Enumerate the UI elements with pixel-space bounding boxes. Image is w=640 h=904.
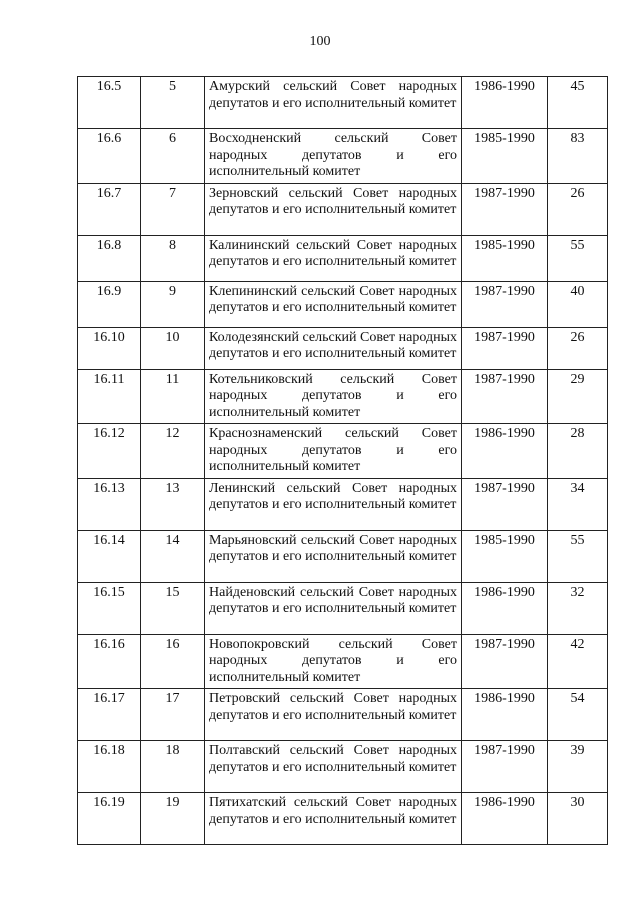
record-number: 16.16 [78, 634, 141, 689]
record-number: 16.7 [78, 183, 141, 235]
date-range: 1986-1990 [462, 689, 548, 741]
date-range: 1986-1990 [462, 424, 548, 479]
record-number: 16.9 [78, 281, 141, 327]
file-count: 40 [548, 281, 608, 327]
record-number: 16.13 [78, 478, 141, 530]
file-count: 42 [548, 634, 608, 689]
record-number: 16.14 [78, 530, 141, 582]
record-number: 16.18 [78, 741, 141, 793]
record-number: 16.8 [78, 235, 141, 281]
table-row [78, 424, 608, 479]
fund-name: Клепининский сельский Совет народных депутатов и его исполнительный комитет [205, 281, 462, 327]
file-count: 30 [548, 793, 608, 845]
page-number: 100 [309, 34, 331, 49]
fund-name: Колодезянский сельский Совет народных депутатов и его исполнительный комитет [205, 327, 462, 369]
file-count: 26 [548, 183, 608, 235]
sequence-number: 19 [141, 793, 205, 845]
table-row [78, 183, 608, 235]
date-range: 1987-1990 [462, 741, 548, 793]
sequence-number: 11 [141, 369, 205, 424]
table-row [78, 281, 608, 327]
fund-name: Найденовский сельский Совет народных депутатов и его исполнительный комитет [205, 582, 462, 634]
record-number: 16.5 [78, 77, 141, 129]
file-count: 83 [548, 129, 608, 184]
sequence-number: 13 [141, 478, 205, 530]
record-number: 16.17 [78, 689, 141, 741]
table-row [78, 129, 608, 184]
date-range: 1987-1990 [462, 478, 548, 530]
date-range: 1987-1990 [462, 327, 548, 369]
file-count: 55 [548, 530, 608, 582]
date-range: 1987-1990 [462, 369, 548, 424]
table-row [78, 235, 608, 281]
sequence-number: 15 [141, 582, 205, 634]
date-range: 1986-1990 [462, 77, 548, 129]
table-row [78, 327, 608, 369]
sequence-number: 8 [141, 235, 205, 281]
fund-name: Марьяновский сельский Совет народных депутатов и его исполнительный комитет [205, 530, 462, 582]
table-row [78, 793, 608, 845]
registry-body [78, 77, 608, 845]
file-count: 32 [548, 582, 608, 634]
fund-name: Краснознаменский сельский Совет народных депутатов и его исполнительный комитет [205, 424, 462, 479]
sequence-number: 14 [141, 530, 205, 582]
date-range: 1985-1990 [462, 129, 548, 184]
table-row [78, 530, 608, 582]
file-count: 55 [548, 235, 608, 281]
record-number: 16.12 [78, 424, 141, 479]
file-count: 26 [548, 327, 608, 369]
table-row [78, 369, 608, 424]
file-count: 28 [548, 424, 608, 479]
file-count: 54 [548, 689, 608, 741]
fund-name: Полтавский сельский Совет народных депутатов и его исполнительный комитет [205, 741, 462, 793]
table-row [78, 634, 608, 689]
record-number: 16.11 [78, 369, 141, 424]
date-range: 1985-1990 [462, 235, 548, 281]
file-count: 34 [548, 478, 608, 530]
table-row [78, 741, 608, 793]
fund-name: Зерновский сельский Совет народных депутатов и его исполнительный комитет [205, 183, 462, 235]
sequence-number: 12 [141, 424, 205, 479]
date-range: 1987-1990 [462, 634, 548, 689]
sequence-number: 18 [141, 741, 205, 793]
record-number: 16.19 [78, 793, 141, 845]
sequence-number: 16 [141, 634, 205, 689]
record-number: 16.6 [78, 129, 141, 184]
fund-name: Ленинский сельский Совет народных депутатов и его исполнительный комитет [205, 478, 462, 530]
sequence-number: 7 [141, 183, 205, 235]
sequence-number: 6 [141, 129, 205, 184]
file-count: 45 [548, 77, 608, 129]
fund-name: Пятихатский сельский Совет народных депутатов и его исполнительный комитет [205, 793, 462, 845]
fund-name: Амурский сельский Совет народных депутатов и его исполнительный комитет [205, 77, 462, 129]
table-row [78, 582, 608, 634]
sequence-number: 9 [141, 281, 205, 327]
date-range: 1987-1990 [462, 281, 548, 327]
record-number: 16.10 [78, 327, 141, 369]
table-row [78, 689, 608, 741]
date-range: 1987-1990 [462, 183, 548, 235]
fund-registry-table [77, 76, 608, 845]
fund-name: Калининский сельский Совет народных депутатов и его исполнительный комитет [205, 235, 462, 281]
fund-name: Котельниковский сельский Совет народных депутатов и его исполнительный комитет [205, 369, 462, 424]
record-number: 16.15 [78, 582, 141, 634]
sequence-number: 17 [141, 689, 205, 741]
sequence-number: 10 [141, 327, 205, 369]
date-range: 1986-1990 [462, 793, 548, 845]
sequence-number: 5 [141, 77, 205, 129]
fund-name: Петровский сельский Совет народных депутатов и его исполнительный комитет [205, 689, 462, 741]
table-row [78, 478, 608, 530]
date-range: 1985-1990 [462, 530, 548, 582]
fund-name: Новопокровский сельский Совет народных депутатов и его исполнительный комитет [205, 634, 462, 689]
file-count: 29 [548, 369, 608, 424]
table-row [78, 77, 608, 129]
date-range: 1986-1990 [462, 582, 548, 634]
file-count: 39 [548, 741, 608, 793]
fund-name: Восходненский сельский Совет народных депутатов и его исполнительный комитет [205, 129, 462, 184]
